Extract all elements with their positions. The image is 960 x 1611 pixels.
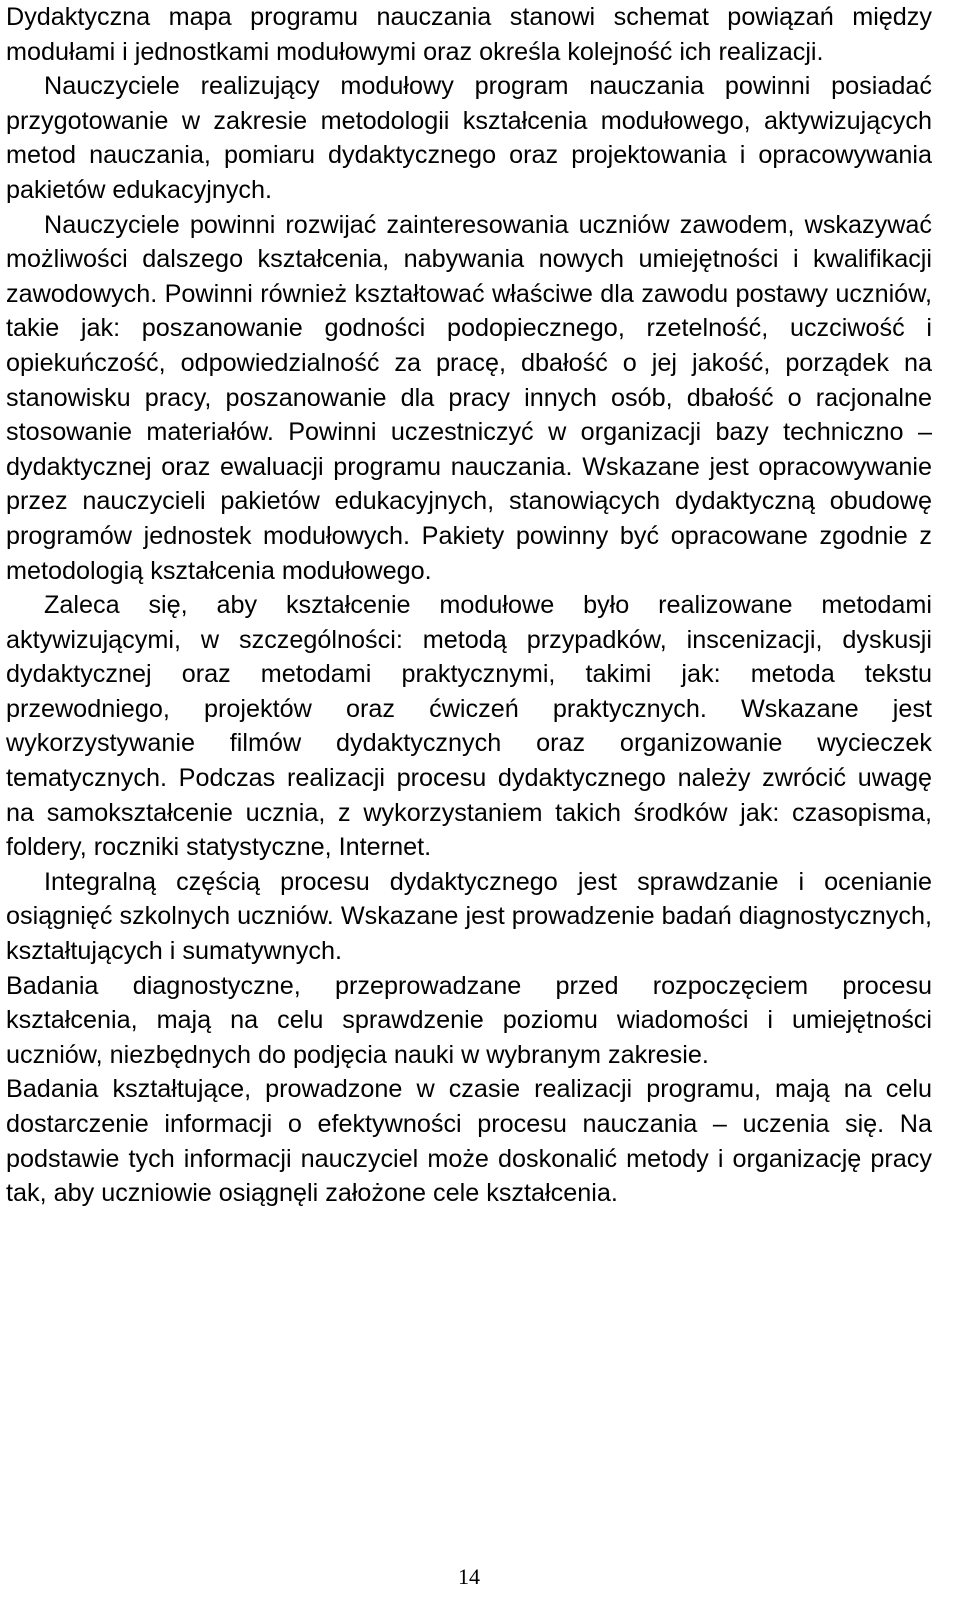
paragraph-assessment: Integralną częścią procesu dydaktycznego jest sprawdzanie i ocenianie osiągnięć szkolnych uczniów. Wskazane jest prowadzenie badań diagnostycznych, kształtujących i sumatywnych. xyxy=(6,867,932,966)
paragraph-teaching-methods: Zaleca się, aby kształcenie modułowe było realizowane metodami aktywizującymi, w szczególności: metodą przypadków, inscenizacji, dyskusji dydaktycznej oraz metodami praktycznymi, takimi jak: metoda tekstu przewodniego, projektów oraz ćwiczeń praktycznych. Wskazane jest wykorzystywanie filmów dydaktycznych oraz organizowanie wycieczek tematycznych. Podczas realizacji procesu dydaktycznego należy zwrócić uwagę na samokształcenie ucznia, z wykorzystaniem takich środków jak: czasopisma, foldery, roczniki statystyczne, Internet. xyxy=(6,591,932,862)
document-page xyxy=(6,0,932,1611)
paragraph-teacher-preparation: Nauczyciele realizujący modułowy program nauczania powinni posiadać przygotowanie w zakresie metodologii kształcenia modułowego, aktywizujących metod nauczania, pomiaru dydaktycznego oraz projektowania i opracowywania pakietów edukacyjnych. xyxy=(6,72,932,204)
paragraph-teacher-duties: Nauczyciele powinni rozwijać zainteresowania uczniów zawodem, wskazywać możliwości dalszego kształcenia, nabywania nowych umiejętności i kwalifikacji zawodowych. Powinni również kształtować właściwe dla zawodu postawy uczniów, takie jak: poszanowanie godności podopiecznego, rzetelność, uczciwość i opiekuńczość, odpowiedzialność za pracę, dbałość o jej jakość, porządek na stanowisku pracy, poszanowanie dla pracy innych osób, dbałość o racjonalne stosowanie materiałów. Powinni uczestniczyć w organizacji bazy techniczno – dydaktycznej oraz ewaluacji programu nauczania. Wskazane jest opracowywanie przez nauczycieli pakietów edukacyjnych, stanowiących dydaktyczną obudowę programów jednostek modułowych. Pakiety powinny być opracowane zgodnie z metodologią kształcenia modułowego. xyxy=(6,210,932,585)
paragraph-formative-tests: Badania kształtujące, prowadzone w czasie realizacji programu, mają na celu dostarczenie informacji o efektywności procesu nauczania – uczenia się. Na podstawie tych informacji nauczyciel może doskonalić metody i organizację pracy tak, aby uczniowie osiągnęli założone cele kształcenia. xyxy=(6,1075,932,1208)
paragraph-diagnostic-tests: Badania diagnostyczne, przeprowadzane przed rozpoczęciem procesu kształcenia, mają na celu sprawdzenie poziomu wiadomości i umiejętności uczniów, niezbędnych do podjęcia nauki w wybranym zakresie. xyxy=(6,971,932,1069)
page-number: 14 xyxy=(458,1564,480,1589)
paragraph-curriculum-map: Dydaktyczna mapa programu nauczania stanowi schemat powiązań między modułami i jednostkami modułowymi oraz określa kolejność ich realizacji. xyxy=(6,3,932,66)
document-body xyxy=(6,0,932,1211)
